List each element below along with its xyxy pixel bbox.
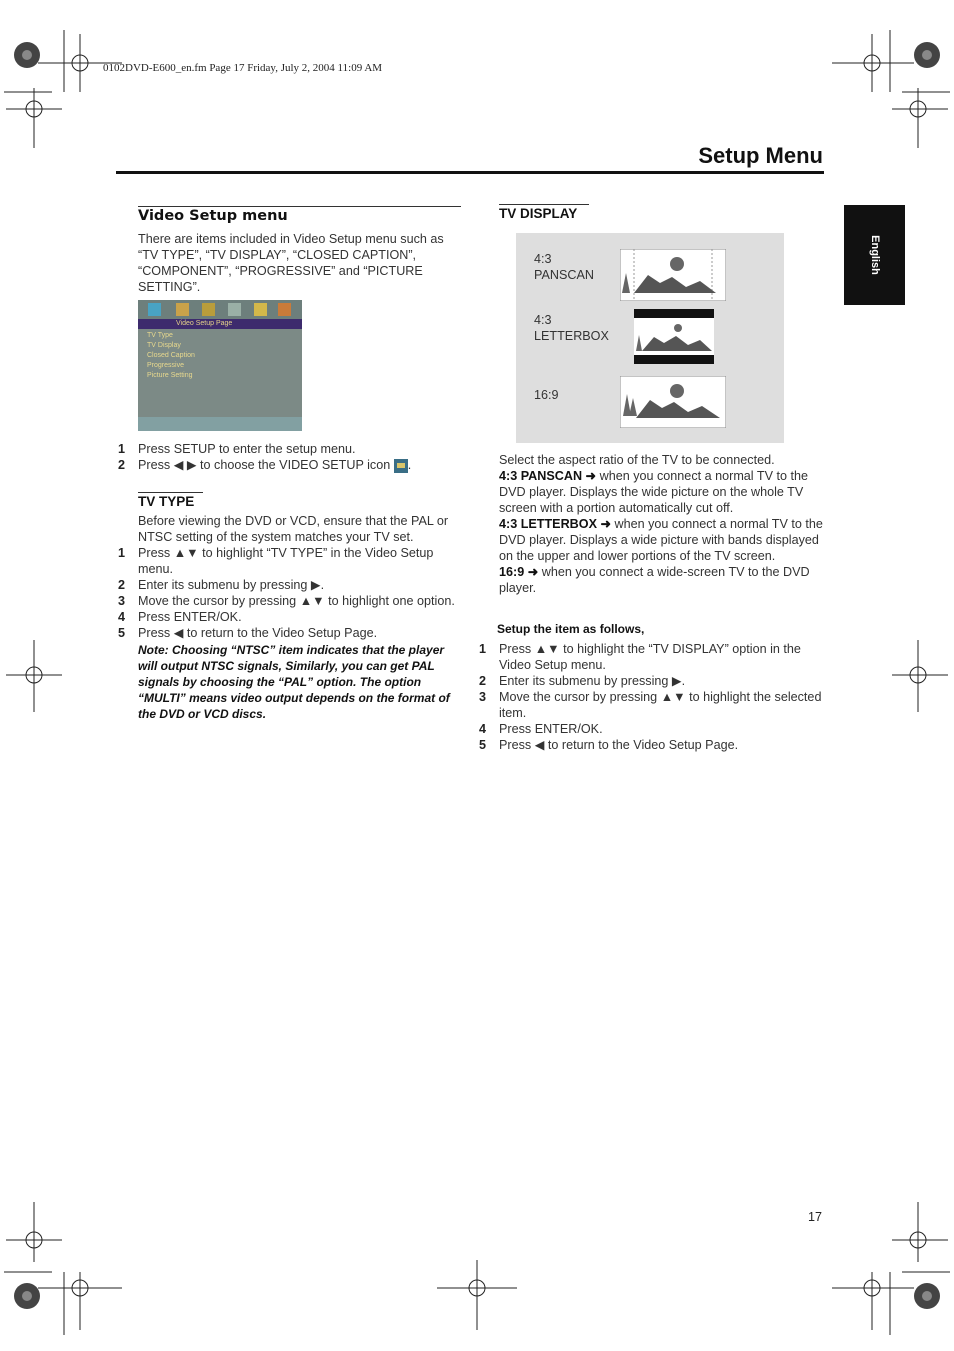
step-text: Enter its submenu by pressing ▶. [138, 578, 325, 592]
option-text: when you connect a normal TV to the DVD player. Displays a wide picture with bands displayed on the upper and lower portions of the TV screen. [499, 517, 823, 563]
step-text: Press ◀ to return to the Video Setup Page. [138, 626, 378, 640]
setup-items-heading: Setup the item as follows, [497, 622, 645, 636]
step-number: 4 [118, 610, 126, 624]
tv-type-intro: Before viewing the DVD or VCD, ensure that the PAL or NTSC setting of the system matches your TV set. [138, 514, 449, 544]
step-item [479, 689, 824, 721]
general-setup-icon [148, 303, 161, 316]
tv-display-description [499, 452, 824, 596]
menu-item-progressive: Progressive [147, 362, 184, 369]
step-item [479, 737, 824, 753]
letterbox-illustration [634, 309, 714, 364]
step-text: Press ▲▼ to highlight the “TV DISPLAY” option in the Video Setup menu. [499, 642, 801, 672]
step-item [118, 457, 463, 473]
video-setup-icon-inline [394, 459, 408, 473]
step-item [479, 721, 824, 737]
option-widescreen [499, 564, 824, 596]
section-rule [138, 206, 461, 207]
menu-item-picture-setting: Picture Setting [147, 372, 193, 379]
step-text: Enter its submenu by pressing ▶. [499, 674, 686, 688]
section-title-video-setup: Video Setup menu [138, 208, 288, 224]
step-text: Press SETUP to enter the setup menu. [138, 442, 356, 456]
menu-item-tv-display: TV Display [147, 342, 181, 349]
tv-display-intro: Select the aspect ratio of the TV to be connected. [499, 453, 775, 467]
menu-item-tv-type: TV Type [147, 332, 173, 339]
page-number: 17 [808, 1210, 823, 1224]
option-letterbox [499, 516, 824, 564]
page-title: Setup Menu [698, 143, 823, 168]
option-label: 4:3 LETTERBOX ➜ [499, 517, 612, 531]
step-text: Press ▲▼ to highlight “TV TYPE” in the Video Setup menu. [138, 546, 434, 576]
title-rule [116, 171, 824, 174]
option-label: 16:9 ➜ [499, 565, 539, 579]
panscan-label-ratio: 4:3 [534, 252, 552, 266]
step-item [118, 593, 463, 609]
step-text: Press ENTER/OK. [138, 610, 242, 624]
step-number: 1 [118, 546, 126, 560]
tv-display-title: TV DISPLAY [499, 206, 578, 221]
step-item [118, 625, 463, 641]
step-number: 5 [118, 626, 126, 640]
wide-label: 16:9 [534, 388, 559, 402]
video-setup-icon [202, 303, 215, 316]
video-setup-menu-screenshot [138, 300, 302, 431]
step-item [118, 545, 463, 577]
step-number: 1 [479, 642, 487, 656]
video-setup-intro: There are items included in Video Setup menu such as “TV TYPE”, “TV DISPLAY”, “CLOSED CAPTION”, “COMPONENT”, “PROGRESSIVE” and “PICTURE SETTING”. [138, 232, 444, 294]
exit-icon [278, 303, 291, 316]
step-item [118, 609, 463, 625]
language-tab [844, 205, 905, 305]
setup-steps [118, 441, 463, 473]
menu-header-text: Video Setup Page [176, 320, 233, 327]
step-item [479, 641, 824, 673]
step-text-end: . [407, 458, 412, 472]
step-item [479, 673, 824, 689]
step-text: Press ENTER/OK. [499, 722, 603, 736]
language-tab-label: English [868, 235, 881, 275]
step-number: 1 [118, 442, 126, 456]
letterbox-label-ratio: 4:3 [534, 313, 552, 327]
step-text: Move the cursor by pressing ▲▼ to highlight the selected item. [499, 690, 822, 720]
step-number: 3 [118, 594, 126, 608]
file-info-line: 0102DVD-E600_en.fm Page 17 Friday, July 2, 2004 11:09 AM [103, 62, 383, 74]
preference-icon [228, 303, 241, 316]
tv-type-steps [118, 545, 463, 641]
step-number: 2 [118, 578, 126, 592]
menu-status-bar [138, 417, 302, 431]
option-text: when you connect a normal TV to the DVD player. Displays the wide picture on the whole TV screen with a portion automatically cut off. [499, 469, 808, 515]
tv-type-title: TV TYPE [138, 494, 195, 509]
option-text: when you connect a wide-screen TV to the DVD player. [499, 565, 810, 595]
tv-display-rule [499, 204, 589, 205]
step-item [118, 441, 463, 457]
step-text: Move the cursor by pressing ▲▼ to highlight one option. [138, 594, 455, 608]
tv-type-note: Note: Choosing “NTSC” item indicates that the player will output NTSC signals, Similarly, you can get PAL signals by choosing the “PAL” option. The option “MULTI” means video output depends on the format of the DVD or VCD discs. [138, 643, 450, 721]
step-number: 3 [479, 690, 487, 704]
tv-display-steps [479, 641, 824, 753]
menu-header-band [138, 319, 302, 329]
step-item [118, 577, 463, 593]
panscan-label-name: PANSCAN [534, 268, 594, 282]
step-text: Press ◀ to return to the Video Setup Page. [499, 738, 739, 752]
tv-type-rule [138, 492, 203, 493]
audio-setup-icon [176, 303, 189, 316]
lock-icon [254, 303, 267, 316]
option-panscan [499, 468, 824, 516]
option-label: 4:3 PANSCAN ➜ [499, 469, 597, 483]
panscan-illustration [620, 249, 726, 301]
step-text: Press ◀ ▶ to choose the VIDEO SETUP icon [138, 458, 391, 472]
aspect-ratio-figure [516, 233, 784, 443]
step-number: 5 [479, 738, 487, 752]
letterbox-label-name: LETTERBOX [534, 329, 609, 343]
widescreen-illustration [620, 376, 726, 428]
menu-item-closed-caption: Closed Caption [147, 352, 195, 359]
step-number: 2 [479, 674, 487, 688]
step-number: 2 [118, 458, 126, 472]
step-number: 4 [479, 722, 487, 736]
